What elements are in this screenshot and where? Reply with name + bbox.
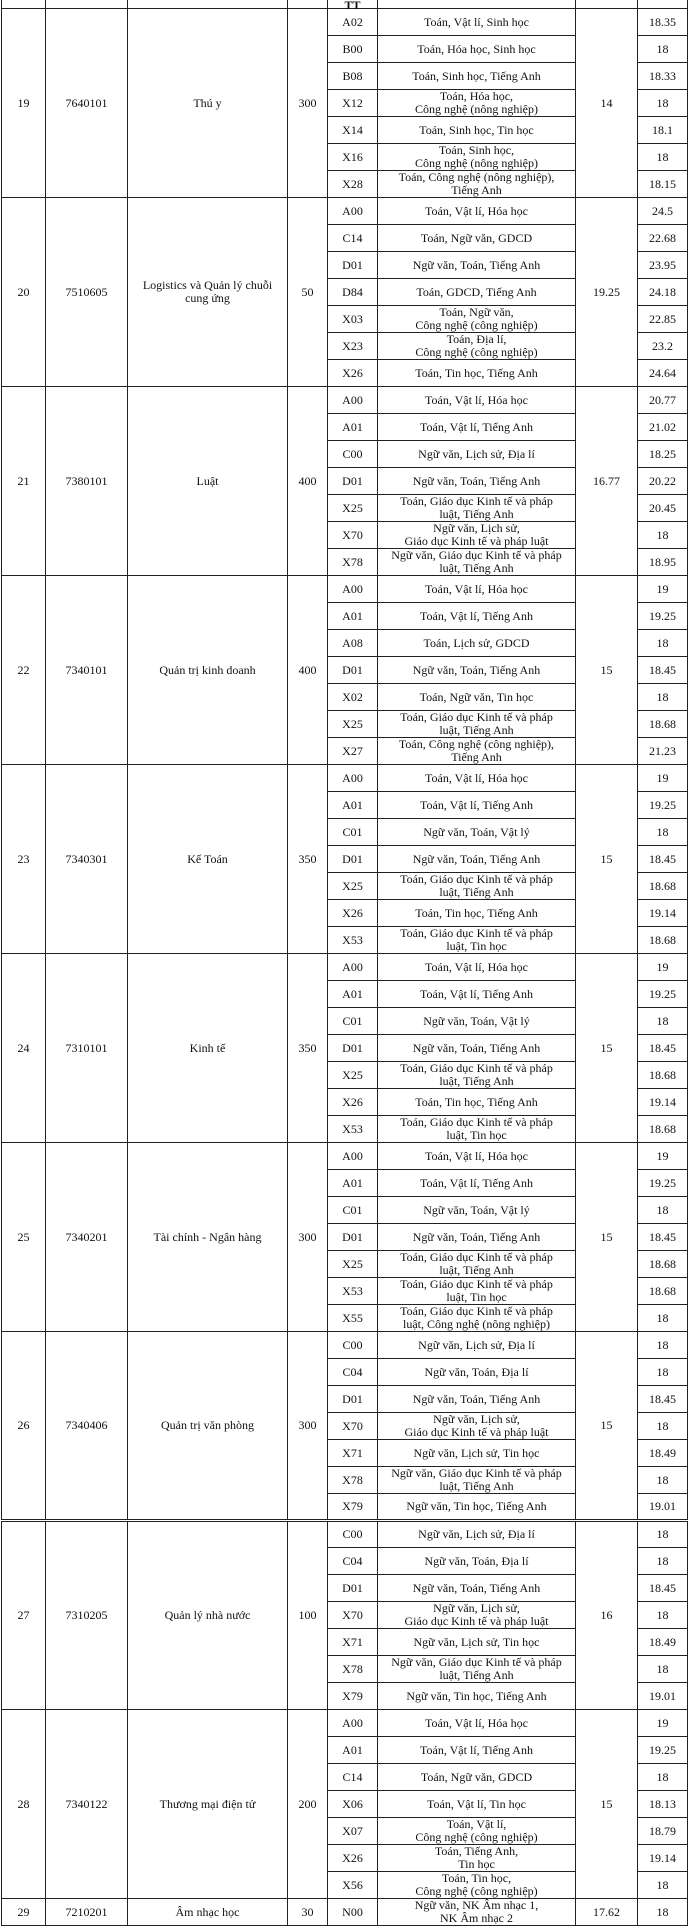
major-min-score: 15 [576,1710,638,1899]
combo-subjects: Ngữ văn, Lịch sử, Địa lí [378,1521,576,1548]
combo-code: X56 [328,1872,378,1899]
major-quota: 300 [288,9,328,198]
combo-score: 18.95 [638,549,688,576]
combo-code: X16 [328,144,378,171]
combo-score: 19.25 [638,1170,688,1197]
combo-code: X53 [328,1116,378,1143]
combo-code: X12 [328,90,378,117]
combo-score: 19.14 [638,900,688,927]
combo-code: X07 [328,1818,378,1845]
table-row [2,1899,688,1926]
table-row [2,198,688,225]
major-code: 7380101 [46,387,128,576]
combo-code: X14 [328,117,378,144]
combo-score: 18.49 [638,1629,688,1656]
combo-score: 22.85 [638,306,688,333]
major-quota: 400 [288,387,328,576]
combo-code: X27 [328,738,378,765]
major-stt: 22 [2,576,46,765]
combo-subjects: Toán, Vật lí, Tiếng Anh [378,792,576,819]
major-min-score: 15 [576,765,638,954]
combo-code: A00 [328,765,378,792]
major-name: Thương mại điện tử [128,1710,288,1899]
combo-code: D01 [328,1575,378,1602]
combo-subjects: Toán, Giáo dục Kinh tế và pháp luật, Tiếng Anh [378,1062,576,1089]
combo-subjects: Toán, Ngữ văn, Tin học [378,684,576,711]
combo-subjects: Ngữ văn, Toán, Vật lý [378,1008,576,1035]
major-stt: 21 [2,387,46,576]
table-row [2,1710,688,1737]
major-code: 7340201 [46,1143,128,1332]
major-min-score: 17.62 [576,1899,638,1926]
combo-subjects: Toán, Giáo dục Kinh tế và pháp luật, Tiếng Anh [378,495,576,522]
combo-subjects: Toán, Địa lí, Công nghệ (công nghiệp) [378,333,576,360]
combo-code: X03 [328,306,378,333]
combo-code: X70 [328,1413,378,1440]
combo-score: 21.02 [638,414,688,441]
combo-subjects: Toán, Vật lí, Tiếng Anh [378,1170,576,1197]
combo-score: 18 [638,819,688,846]
combo-code: X26 [328,900,378,927]
combo-code: X71 [328,1629,378,1656]
combo-score: 18.68 [638,1062,688,1089]
combo-subjects: Ngữ văn, Giáo dục Kinh tế và pháp luật, Tiếng Anh [378,1467,576,1494]
combo-score: 18 [638,144,688,171]
combo-score: 18 [638,1899,688,1926]
combo-code: A02 [328,9,378,36]
combo-score: 18 [638,522,688,549]
combo-code: C01 [328,819,378,846]
combo-score: 18.68 [638,1278,688,1305]
combo-subjects: Ngữ văn, Lịch sử, Giáo dục Kinh tế và pháp luật [378,1602,576,1629]
table-row [2,9,688,36]
combo-code: A00 [328,954,378,981]
combo-code: A01 [328,414,378,441]
major-code: 7640101 [46,9,128,198]
combo-code: A00 [328,387,378,414]
major-quota: 30 [288,1899,328,1926]
combo-subjects: Toán, Vật lí, Tiếng Anh [378,981,576,1008]
combo-subjects: Toán, Vật lí, Hóa học [378,1710,576,1737]
combo-code: X70 [328,522,378,549]
combo-score: 18 [638,1332,688,1359]
combo-subjects: Ngữ văn, Toán, Tiếng Anh [378,1035,576,1062]
combo-score: 18.33 [638,63,688,90]
major-quota: 200 [288,1710,328,1899]
combo-code: X28 [328,171,378,198]
combo-subjects: Toán, Vật lí, Hóa học [378,765,576,792]
combo-score: 18.68 [638,1116,688,1143]
combo-code: X78 [328,549,378,576]
combo-score: 18.45 [638,657,688,684]
combo-score: 19.25 [638,792,688,819]
combo-score: 18.49 [638,1440,688,1467]
combo-score: 18 [638,1656,688,1683]
combo-subjects: Toán, Vật lí, Công nghệ (công nghiệp) [378,1818,576,1845]
combo-subjects: Toán, Vật lí, Hóa học [378,576,576,603]
major-name: Quản lý nhà nước [128,1521,288,1710]
major-code: 7340406 [46,1332,128,1521]
combo-subjects: Toán, Giáo dục Kinh tế và pháp luật, Tin học [378,927,576,954]
major-min-score: 15 [576,1332,638,1521]
combo-code: X26 [328,1089,378,1116]
combo-code: A00 [328,1143,378,1170]
combo-score: 19.01 [638,1683,688,1710]
combo-subjects: Ngữ văn, Toán, Tiếng Anh [378,1224,576,1251]
combo-score: 19 [638,765,688,792]
combo-code: C14 [328,1764,378,1791]
combo-subjects: Ngữ văn, Toán, Tiếng Anh [378,1575,576,1602]
major-min-score: 14 [576,9,638,198]
combo-code: D01 [328,1224,378,1251]
combo-code: X78 [328,1467,378,1494]
combo-score: 18 [638,1008,688,1035]
combo-subjects: Toán, Sinh học, Tiếng Anh [378,63,576,90]
table-row [2,954,688,981]
combo-score: 18.45 [638,1035,688,1062]
major-code: 7340301 [46,765,128,954]
combo-code: X26 [328,1845,378,1872]
combo-subjects: Ngữ văn, Lịch sử, Giáo dục Kinh tế và pháp luật [378,522,576,549]
combo-code: D01 [328,1386,378,1413]
major-name: Quản trị kinh doanh [128,576,288,765]
major-name: Kinh tế [128,954,288,1143]
combo-code: D01 [328,657,378,684]
combo-score: 18 [638,1467,688,1494]
combo-score: 24.64 [638,360,688,387]
major-quota: 100 [288,1521,328,1710]
combo-subjects: Toán, Vật lí, Hóa học [378,954,576,981]
combo-code: X25 [328,1062,378,1089]
combo-score: 18.45 [638,1386,688,1413]
combo-subjects: Toán, Vật lí, Hóa học [378,387,576,414]
combo-score: 18 [638,1197,688,1224]
combo-subjects: Ngữ văn, Giáo dục Kinh tế và pháp luật, Tiếng Anh [378,1656,576,1683]
combo-subjects: Toán, Công nghệ (nông nghiệp), Tiếng Anh [378,171,576,198]
combo-score: 18.45 [638,1224,688,1251]
table-row [2,765,688,792]
combo-code: X25 [328,495,378,522]
combo-subjects: Ngữ văn, Toán, Vật lý [378,1197,576,1224]
combo-score: 19.25 [638,981,688,1008]
combo-score: 18 [638,1548,688,1575]
combo-code: D84 [328,279,378,306]
combo-subjects: Toán, Ngữ văn, Công nghệ (công nghiệp) [378,306,576,333]
combo-subjects: Ngữ văn, Giáo dục Kinh tế và pháp luật, Tiếng Anh [378,549,576,576]
combo-score: 21.23 [638,738,688,765]
combo-score: 18.68 [638,711,688,738]
combo-subjects: Toán, Vật lí, Hóa học [378,1143,576,1170]
major-code: 7310101 [46,954,128,1143]
combo-subjects: Ngữ văn, Lịch sử, Giáo dục Kinh tế và pháp luật [378,1413,576,1440]
combo-subjects: Toán, Vật lí, Sinh học [378,9,576,36]
major-code: 7340122 [46,1710,128,1899]
combo-score: 18.1 [638,117,688,144]
combo-score: 18 [638,36,688,63]
major-stt: 27 [2,1521,46,1710]
combo-score: 18.13 [638,1791,688,1818]
combo-subjects: Toán, Tiếng Anh, Tin học [378,1845,576,1872]
major-min-score: 15 [576,954,638,1143]
major-name: Quản trị văn phòng [128,1332,288,1521]
header-fragment: TT [328,0,378,9]
combo-subjects: Toán, Giáo dục Kinh tế và pháp luật, Tiếng Anh [378,1251,576,1278]
combo-subjects: Toán, Ngữ văn, GDCD [378,225,576,252]
combo-code: X25 [328,1251,378,1278]
combo-subjects: Ngữ văn, Toán, Tiếng Anh [378,252,576,279]
table-row [2,1143,688,1170]
combo-score: 19.14 [638,1089,688,1116]
admission-table [1,0,688,1926]
combo-subjects: Toán, Tin học, Tiếng Anh [378,1089,576,1116]
combo-score: 18 [638,684,688,711]
combo-code: C14 [328,225,378,252]
combo-code: X71 [328,1440,378,1467]
combo-score: 20.45 [638,495,688,522]
combo-code: X70 [328,1602,378,1629]
combo-code: X26 [328,360,378,387]
major-quota: 300 [288,1143,328,1332]
combo-code: X02 [328,684,378,711]
combo-subjects: Toán, Vật lí, Tiếng Anh [378,414,576,441]
combo-subjects: Toán, Vật lí, Tin học [378,1791,576,1818]
combo-subjects: Toán, Giáo dục Kinh tế và pháp luật, Tiếng Anh [378,711,576,738]
table-body [2,0,688,1926]
combo-score: 18 [638,1602,688,1629]
major-min-score: 19.25 [576,198,638,387]
major-stt: 29 [2,1899,46,1926]
combo-subjects: Ngữ văn, Lịch sử, Địa lí [378,1332,576,1359]
combo-score: 19 [638,576,688,603]
combo-subjects: Ngữ văn, Toán, Địa lí [378,1548,576,1575]
combo-subjects: Toán, Vật lí, Tiếng Anh [378,603,576,630]
combo-score: 18.35 [638,9,688,36]
combo-score: 18 [638,630,688,657]
header-stub-row [2,0,688,9]
combo-score: 19 [638,1143,688,1170]
combo-subjects: Toán, Vật lí, Hóa học [378,198,576,225]
major-stt: 20 [2,198,46,387]
combo-score: 18 [638,1521,688,1548]
combo-score: 19.25 [638,603,688,630]
major-name: Âm nhạc học [128,1899,288,1926]
combo-subjects: Toán, Ngữ văn, GDCD [378,1764,576,1791]
combo-subjects: Toán, Vật lí, Tiếng Anh [378,1737,576,1764]
combo-subjects: Toán, Giáo dục Kinh tế và pháp luật, Tin học [378,1278,576,1305]
major-min-score: 16 [576,1521,638,1710]
combo-subjects: Toán, GDCD, Tiếng Anh [378,279,576,306]
combo-subjects: Ngữ văn, Toán, Tiếng Anh [378,846,576,873]
combo-subjects: Ngữ văn, Toán, Tiếng Anh [378,468,576,495]
combo-score: 18.45 [638,846,688,873]
major-stt: 25 [2,1143,46,1332]
combo-subjects: Ngữ văn, Lịch sử, Tin học [378,1629,576,1656]
combo-score: 18 [638,1872,688,1899]
combo-code: C04 [328,1359,378,1386]
combo-score: 18.79 [638,1818,688,1845]
combo-code: C01 [328,1197,378,1224]
combo-score: 19 [638,954,688,981]
combo-code: A00 [328,1710,378,1737]
combo-subjects: Ngữ văn, Tin học, Tiếng Anh [378,1683,576,1710]
major-quota: 50 [288,198,328,387]
combo-code: C00 [328,441,378,468]
combo-score: 18 [638,1359,688,1386]
table-row [2,576,688,603]
combo-code: X79 [328,1494,378,1521]
combo-score: 19 [638,1710,688,1737]
combo-subjects: Toán, Giáo dục Kinh tế và pháp luật, Tiếng Anh [378,873,576,900]
combo-code: X53 [328,1278,378,1305]
major-stt: 26 [2,1332,46,1521]
combo-score: 18.68 [638,1251,688,1278]
combo-code: C00 [328,1521,378,1548]
combo-score: 23.2 [638,333,688,360]
combo-code: N00 [328,1899,378,1926]
major-quota: 350 [288,954,328,1143]
combo-score: 23.95 [638,252,688,279]
combo-code: A00 [328,576,378,603]
combo-code: A01 [328,1170,378,1197]
combo-code: X25 [328,711,378,738]
combo-code: A01 [328,981,378,1008]
combo-code: B08 [328,63,378,90]
combo-score: 18.68 [638,873,688,900]
major-name: Thú y [128,9,288,198]
major-quota: 300 [288,1332,328,1521]
major-min-score: 15 [576,1143,638,1332]
combo-code: A00 [328,198,378,225]
combo-code: X53 [328,927,378,954]
combo-code: D01 [328,846,378,873]
major-min-score: 15 [576,576,638,765]
combo-score: 24.18 [638,279,688,306]
combo-subjects: Ngữ văn, Toán, Tiếng Anh [378,1386,576,1413]
major-stt: 19 [2,9,46,198]
combo-code: X55 [328,1305,378,1332]
combo-subjects: Toán, Lịch sử, GDCD [378,630,576,657]
combo-code: C00 [328,1332,378,1359]
combo-code: A08 [328,630,378,657]
combo-code: X78 [328,1656,378,1683]
table-row [2,1332,688,1359]
combo-score: 18 [638,1764,688,1791]
combo-score: 19.25 [638,1737,688,1764]
major-stt: 23 [2,765,46,954]
combo-code: D01 [328,252,378,279]
combo-subjects: Ngữ văn, NK Âm nhạc 1, NK Âm nhạc 2 [378,1899,576,1926]
major-min-score: 16.77 [576,387,638,576]
combo-subjects: Toán, Hóa học, Công nghệ (nông nghiệp) [378,90,576,117]
major-quota: 400 [288,576,328,765]
major-name: Logistics và Quản lý chuỗi cung ứng [128,198,288,387]
major-code: 7510605 [46,198,128,387]
combo-subjects: Toán, Tin học, Tiếng Anh [378,360,576,387]
major-quota: 350 [288,765,328,954]
combo-subjects: Ngữ văn, Toán, Vật lý [378,819,576,846]
combo-subjects: Toán, Sinh học, Công nghệ (nông nghiệp) [378,144,576,171]
combo-score: 20.22 [638,468,688,495]
combo-score: 18.45 [638,1575,688,1602]
combo-score: 20.77 [638,387,688,414]
combo-code: C04 [328,1548,378,1575]
combo-code: A01 [328,1737,378,1764]
combo-score: 18 [638,90,688,117]
combo-score: 19.01 [638,1494,688,1521]
combo-score: 18.68 [638,927,688,954]
table-row [2,387,688,414]
combo-score: 18.25 [638,441,688,468]
combo-score: 18.15 [638,171,688,198]
combo-subjects: Ngữ văn, Toán, Tiếng Anh [378,657,576,684]
combo-score: 22.68 [638,225,688,252]
combo-code: A01 [328,792,378,819]
combo-code: C01 [328,1008,378,1035]
combo-code: B00 [328,36,378,63]
combo-score: 18 [638,1413,688,1440]
combo-code: X79 [328,1683,378,1710]
combo-subjects: Ngữ văn, Lịch sử, Địa lí [378,441,576,468]
combo-subjects: Toán, Hóa học, Sinh học [378,36,576,63]
combo-code: X23 [328,333,378,360]
table-row [2,1521,688,1548]
combo-code: A01 [328,603,378,630]
major-name: Tài chính - Ngân hàng [128,1143,288,1332]
combo-code: D01 [328,468,378,495]
combo-code: X25 [328,873,378,900]
major-stt: 28 [2,1710,46,1899]
major-code: 7210201 [46,1899,128,1926]
combo-score: 24.5 [638,198,688,225]
combo-subjects: Toán, Giáo dục Kinh tế và pháp luật, Công nghệ (nông nghiệp) [378,1305,576,1332]
major-name: Luật [128,387,288,576]
combo-subjects: Toán, Tin học, Công nghệ (công nghiệp) [378,1872,576,1899]
combo-subjects: Toán, Sinh học, Tin học [378,117,576,144]
combo-subjects: Toán, Giáo dục Kinh tế và pháp luật, Tin học [378,1116,576,1143]
combo-code: X06 [328,1791,378,1818]
combo-subjects: Ngữ văn, Toán, Địa lí [378,1359,576,1386]
combo-subjects: Ngữ văn, Tin học, Tiếng Anh [378,1494,576,1521]
major-code: 7340101 [46,576,128,765]
combo-subjects: Toán, Công nghệ (công nghiệp), Tiếng Anh [378,738,576,765]
combo-score: 18 [638,1305,688,1332]
combo-subjects: Toán, Tin học, Tiếng Anh [378,900,576,927]
combo-score: 19.14 [638,1845,688,1872]
major-stt: 24 [2,954,46,1143]
combo-subjects: Ngữ văn, Lịch sử, Tin học [378,1440,576,1467]
major-code: 7310205 [46,1521,128,1710]
major-name: Kế Toán [128,765,288,954]
combo-code: D01 [328,1035,378,1062]
